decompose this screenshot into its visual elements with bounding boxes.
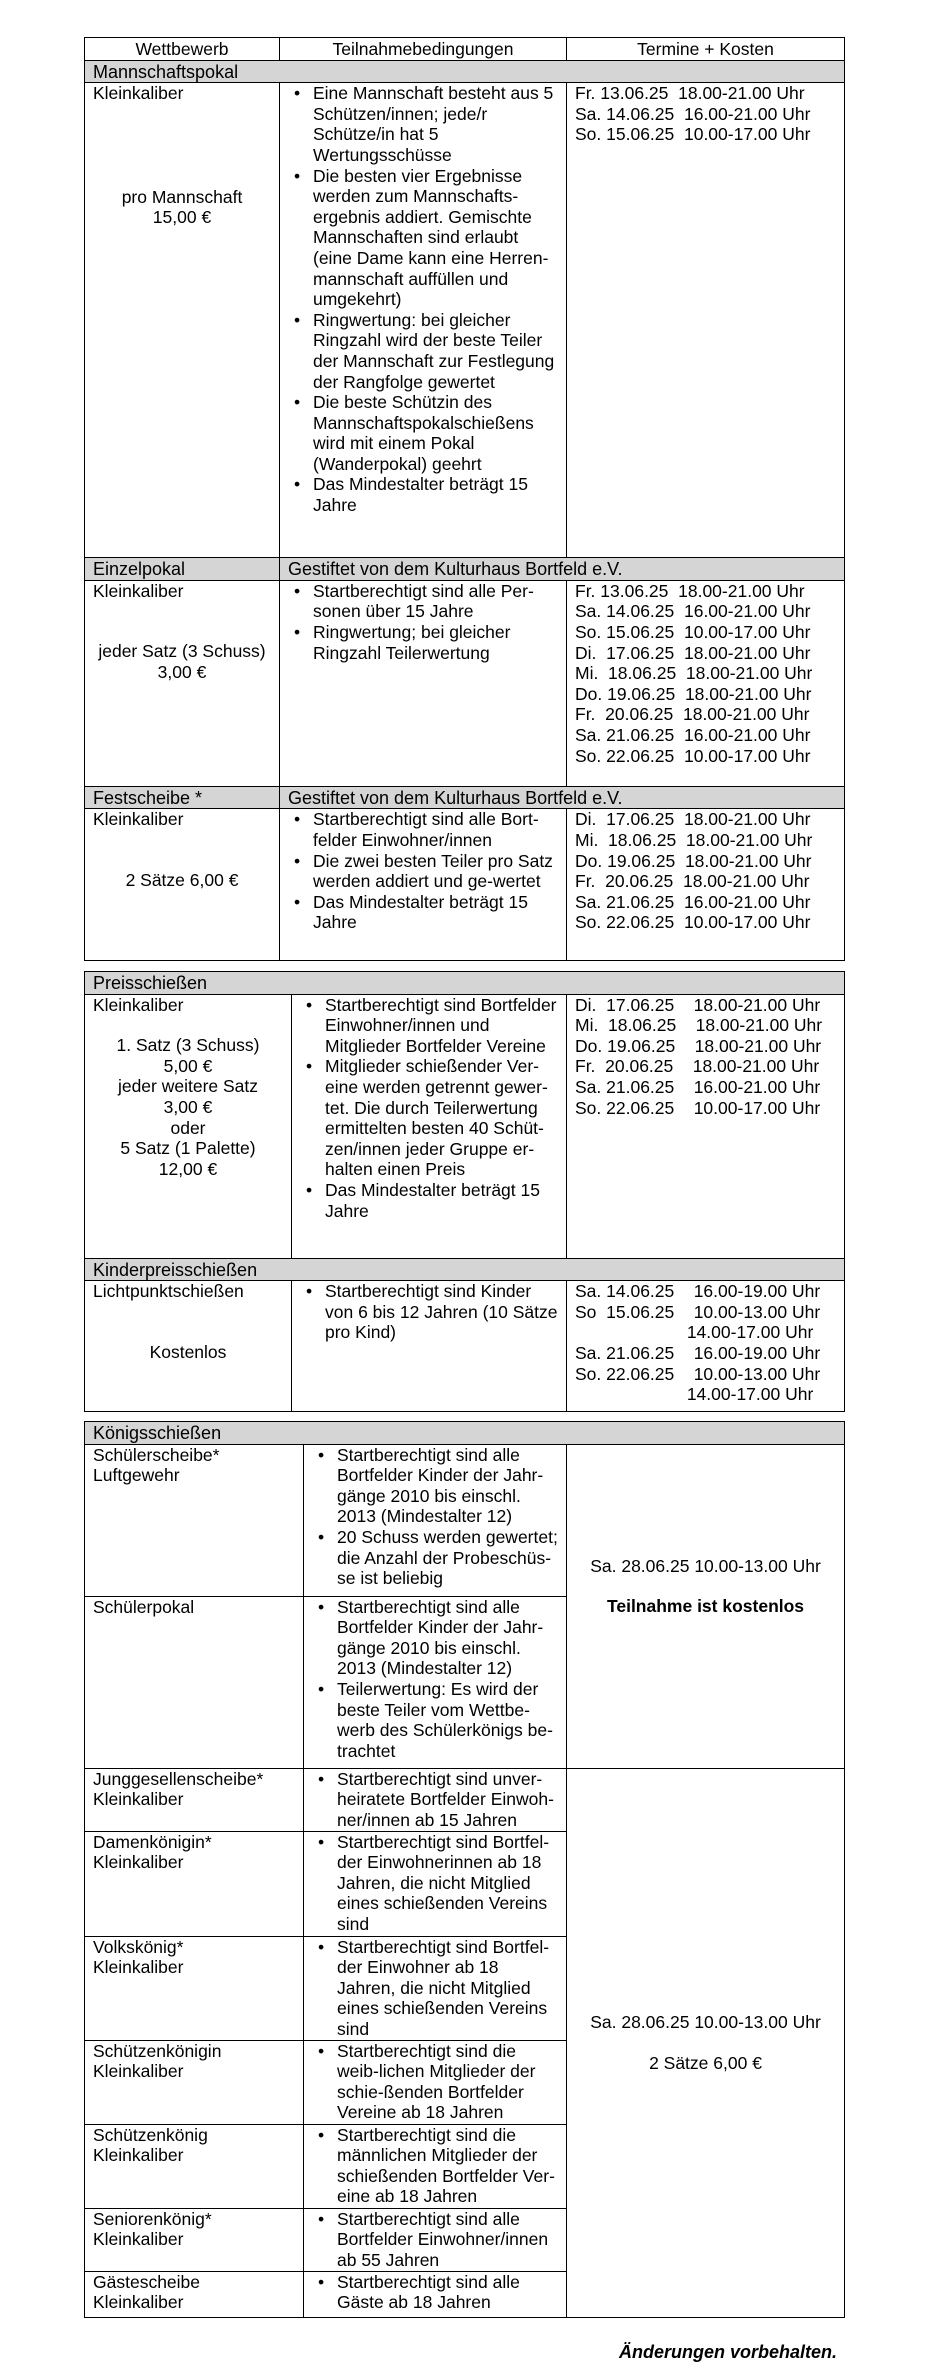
competition-name: Schülerscheibe*	[93, 1444, 220, 1465]
conditions-cell	[304, 1936, 567, 2040]
conditions-cell	[304, 1596, 567, 1768]
date-line: So. 15.06.25 10.00-17.00 Uhr	[575, 124, 811, 145]
section-title: Kinderpreisschießen	[85, 1258, 845, 1281]
competition-name: Junggesellenscheibe*	[93, 1768, 264, 1789]
price-value: Kostenlos	[149, 1341, 227, 1362]
competition-cell	[85, 2124, 304, 2208]
conditions-cell	[304, 1768, 567, 1831]
condition-item: • Startberechtigt sind alle Gäste ab 18 Jahren	[337, 2272, 558, 2313]
dates-cell	[567, 83, 845, 558]
conditions-list	[312, 1769, 558, 1831]
section-kinder	[85, 1258, 845, 1281]
competition-cell	[85, 580, 280, 786]
footer-note: Änderungen vorbehalten.	[618, 2342, 837, 2362]
condition-item: • Das Mindestalter beträgt 15 Jahre	[325, 1180, 558, 1221]
competition-cell	[85, 1936, 304, 2040]
date-line: Fr. 20.06.25 18.00-21.00 Uhr	[575, 871, 810, 892]
header-conditions: Teilnahmebedingungen	[280, 38, 567, 61]
competition-name: Kleinkaliber	[93, 83, 184, 104]
competition-table-3	[84, 1421, 845, 2318]
conditions-cell	[280, 809, 567, 961]
competition-cell	[85, 1596, 304, 1768]
competition-name: Schützenkönigin	[93, 2040, 222, 2061]
date-line: Do. 19.06.25 18.00-21.00 Uhr	[575, 1035, 822, 1056]
section-sponsor: Gestiftet von dem Kulturhaus Bortfeld e.V.	[280, 558, 845, 581]
competition-name: Kleinkaliber	[93, 809, 184, 830]
competition-name: Kleinkaliber	[93, 580, 184, 601]
conditions-cell	[304, 1444, 567, 1596]
price-line: jeder Satz (3 Schuss)	[98, 641, 266, 662]
conditions-list	[288, 83, 558, 515]
competition-weapon: Kleinkaliber	[93, 1789, 184, 1810]
competition-name: Lichtpunktschießen	[93, 1281, 244, 1302]
row-junggesellen	[85, 1768, 845, 1831]
condition-item: • Startberechtigt sind alle Bortfelder Kinder der Jahr-gänge 2010 bis einschl. 2013 (Mindestalter 12)	[337, 1445, 558, 1527]
condition-item: • Teilerwertung: Es wird der beste Teiler vom Wettbe-werb des Schülerkönigs be-trachtet	[337, 1679, 558, 1761]
date-line: Do. 19.06.25 18.00-21.00 Uhr	[575, 850, 812, 871]
price-line: jeder weitere Satz	[117, 1076, 259, 1097]
competition-cell	[85, 809, 280, 961]
conditions-list	[312, 1445, 558, 1589]
price-line: 5 Satz (1 Palette)	[120, 1138, 256, 1159]
dates-cell	[567, 1281, 845, 1412]
competition-weapon: Kleinkaliber	[93, 1852, 184, 1873]
conditions-list	[312, 2209, 558, 2271]
price-value: 2 Sätze 6,00 €	[125, 869, 239, 890]
date-line: Sa. 21.06.25 16.00-19.00 Uhr	[575, 1342, 821, 1363]
competition-cell	[85, 2040, 304, 2124]
conditions-list	[312, 2041, 558, 2123]
date-line: Mi. 18.06.25 18.00-21.00 Uhr	[575, 829, 813, 850]
competition-table-1	[84, 37, 845, 961]
conditions-cell	[280, 83, 567, 558]
dates-cell	[567, 994, 845, 1258]
competition-weapon: Luftgewehr	[93, 1465, 180, 1486]
date-line: Di. 17.06.25 18.00-21.00 Uhr	[575, 809, 811, 830]
date-line: Sa. 14.06.25 16.00-21.00 Uhr	[575, 103, 811, 124]
competition-cell	[85, 1768, 304, 1831]
section-title: Mannschaftspokal	[85, 60, 845, 83]
price-value: 15,00 €	[152, 207, 212, 228]
condition-item: • Startberechtigt sind unver-heiratete Bortfelder Einwoh-ner/innen ab 15 Jahren	[337, 1769, 558, 1831]
condition-item: • Startberechtigt sind alle Bortfelder Kinder der Jahr-gänge 2010 bis einschl. 2013 (Mindestalter 12)	[337, 1597, 558, 1679]
conditions-list	[300, 1281, 558, 1343]
section-sponsor: Gestiftet von dem Kulturhaus Bortfeld e.V.	[280, 786, 845, 809]
conditions-cell	[304, 2208, 567, 2271]
date-line: So. 22.06.25 10.00-17.00 Uhr	[575, 1097, 821, 1118]
competition-cell	[85, 2271, 304, 2317]
conditions-list	[300, 995, 558, 1222]
condition-item: • Startberechtigt sind alle Bort-felder Einwohner/innen	[313, 809, 558, 850]
competition-name: Volkskönig*	[93, 1936, 184, 1957]
condition-item: • Die beste Schützin des Mannschaftspokalschießens wird mit einem Pokal (Wanderpokal) geehrt	[313, 392, 558, 474]
header-dates: Termine + Kosten	[567, 38, 845, 61]
conditions-cell	[304, 1831, 567, 1936]
conditions-list	[312, 1937, 558, 2040]
section-festscheibe	[85, 786, 845, 809]
condition-item: • Eine Mannschaft besteht aus 5 Schützen/innen; jede/r Schütze/in hat 5 Wertungsschüsse	[313, 83, 558, 165]
section-preisschiessen	[85, 972, 845, 995]
competition-name: Seniorenkönig*	[93, 2208, 212, 2229]
competition-name: Gästescheibe	[93, 2271, 201, 2292]
conditions-cell	[280, 580, 567, 786]
date-line: Fr. 13.06.25 18.00-21.00 Uhr	[575, 83, 805, 104]
date-line: So 15.06.25 10.00-13.00 Uhr	[575, 1301, 821, 1322]
date-line: Sa. 28.06.25 10.00-13.00 Uhr	[590, 1555, 821, 1576]
date-line: Sa. 21.06.25 16.00-21.00 Uhr	[575, 1076, 821, 1097]
header-row	[85, 38, 845, 61]
date-line: Di. 17.06.25 18.00-21.00 Uhr	[575, 642, 811, 663]
conditions-cell	[304, 2040, 567, 2124]
competition-weapon: Kleinkaliber	[93, 2229, 184, 2250]
conditions-cell	[304, 2271, 567, 2317]
condition-item: • Startberechtigt sind alle Bortfelder Einwohner/innen ab 55 Jahren	[337, 2209, 558, 2271]
condition-item: • 20 Schuss werden gewertet; die Anzahl der Probeschüs-se ist beliebig	[337, 1527, 558, 1589]
date-line: Di. 17.06.25 18.00-21.00 Uhr	[575, 994, 821, 1015]
free-note: Teilnahme ist kostenlos	[606, 1596, 805, 1617]
condition-item: • Das Mindestalter beträgt 15 Jahre	[313, 474, 558, 515]
section-title: Festscheibe *	[85, 786, 280, 809]
conditions-list	[312, 1597, 558, 1762]
section-title: Preisschießen	[85, 972, 845, 995]
conditions-list	[312, 2272, 558, 2313]
condition-item: • Die zwei besten Teiler pro Satz werden addiert und ge-wertet	[313, 851, 558, 892]
date-line: So. 15.06.25 10.00-17.00 Uhr	[575, 621, 811, 642]
dates-cell	[567, 1444, 845, 1768]
price-value: 12,00 €	[158, 1158, 218, 1179]
condition-item: • Startberechtigt sind Bortfel-der Einwohner ab 18 Jahren, die nicht Mitglied eines schießenden Vereins sind	[337, 1937, 558, 2040]
row-festscheibe	[85, 809, 845, 961]
conditions-list	[288, 581, 558, 663]
competition-cell	[85, 1281, 292, 1412]
conditions-cell	[292, 994, 567, 1258]
competition-weapon: Kleinkaliber	[93, 1957, 184, 1978]
competition-weapon: Kleinkaliber	[93, 2292, 184, 2313]
date-line: So. 22.06.25 10.00-17.00 Uhr	[575, 912, 811, 933]
competition-name: Schülerpokal	[93, 1596, 195, 1617]
condition-item: • Startberechtigt sind die weib-lichen Mitglieder der schie-ßenden Bortfelder Vereine ab 18 Jahren	[337, 2041, 558, 2123]
row-einzelpokal	[85, 580, 845, 786]
condition-item: • Startberechtigt sind alle Per-sonen über 15 Jahre	[313, 581, 558, 622]
competition-cell	[85, 1831, 304, 1936]
row-schuelerscheibe	[85, 1444, 845, 1596]
competition-name: Kleinkaliber	[93, 994, 184, 1015]
date-line: So. 22.06.25 10.00-13.00 Uhr	[575, 1363, 821, 1384]
condition-item: • Startberechtigt sind Kinder von 6 bis 12 Jahren (10 Sätze pro Kind)	[325, 1281, 558, 1343]
price-value: 2 Sätze 6,00 €	[649, 2052, 762, 2073]
competition-cell	[85, 994, 292, 1258]
price-value: 3,00 €	[157, 661, 207, 682]
price-line: 1. Satz (3 Schuss)	[116, 1035, 260, 1056]
header-competition: Wettbewerb	[85, 38, 280, 61]
dates-cell	[567, 809, 845, 961]
condition-item: • Startberechtigt sind Bortfelder Einwohner/innen und Mitglieder Bortfelder Vereine	[325, 995, 558, 1057]
date-line: Sa. 21.06.25 16.00-21.00 Uhr	[575, 724, 811, 745]
price-line: pro Mannschaft	[121, 186, 243, 207]
competition-cell	[85, 2208, 304, 2271]
date-line: Sa. 28.06.25 10.00-13.00 Uhr	[590, 2011, 821, 2032]
competition-cell	[85, 83, 280, 558]
condition-item: • Die besten vier Ergebnisse werden zum Mannschafts-ergebnis addiert. Gemischte Mannschaften sind erlaubt (eine Dame kann eine Herren-mannschaft auffüllen und umgekehrt)	[313, 166, 558, 310]
date-line: Fr. 20.06.25 18.00-21.00 Uhr	[575, 704, 810, 725]
conditions-list	[312, 2125, 558, 2207]
date-line: Fr. 13.06.25 18.00-21.00 Uhr	[575, 580, 805, 601]
conditions-cell	[292, 1281, 567, 1412]
dates-cell	[567, 580, 845, 786]
date-line: Sa. 14.06.25 16.00-19.00 Uhr	[575, 1281, 821, 1302]
date-line: Sa. 21.06.25 16.00-21.00 Uhr	[575, 891, 811, 912]
price-value: 3,00 €	[163, 1096, 213, 1117]
conditions-list	[288, 809, 558, 933]
section-mannschaftspokal	[85, 60, 845, 83]
conditions-list	[312, 1832, 558, 1935]
date-line: So. 22.06.25 10.00-17.00 Uhr	[575, 745, 811, 766]
section-title: Königsschießen	[85, 1422, 845, 1445]
row-mannschaftspokal	[85, 83, 845, 558]
competition-cell	[85, 1444, 304, 1596]
section-title: Einzelpokal	[85, 558, 280, 581]
date-line: 14.00-17.00 Uhr	[575, 1322, 814, 1343]
condition-item: • Ringwertung; bei gleicher Ringzahl Teilerwertung	[313, 622, 558, 663]
dates-cell	[567, 1768, 845, 2317]
condition-item: • Startberechtigt sind die männlichen Mitglieder der schießenden Bortfelder Ver-eine ab 18 Jahren	[337, 2125, 558, 2207]
competition-weapon: Kleinkaliber	[93, 2145, 184, 2166]
date-line: Sa. 14.06.25 16.00-21.00 Uhr	[575, 601, 811, 622]
date-line: Do. 19.06.25 18.00-21.00 Uhr	[575, 683, 812, 704]
condition-item: • Ringwertung: bei gleicher Ringzahl wird der beste Teiler der Mannschaft zur Festlegung der Rangfolge gewertet	[313, 310, 558, 392]
conditions-cell	[304, 2124, 567, 2208]
date-line: Fr. 20.06.25 18.00-21.00 Uhr	[575, 1056, 820, 1077]
price-value: 5,00 €	[163, 1055, 213, 1076]
competition-name: Damenkönigin*	[93, 1831, 212, 1852]
price-line: oder	[170, 1117, 206, 1138]
condition-item: • Das Mindestalter beträgt 15 Jahre	[313, 892, 558, 933]
date-line: 14.00-17.00 Uhr	[575, 1384, 814, 1405]
date-line: Mi. 18.06.25 18.00-21.00 Uhr	[575, 1015, 823, 1036]
competition-name: Schützenkönig	[93, 2124, 208, 2145]
condition-item: • Mitglieder schießender Ver-eine werden getrennt gewer-tet. Die durch Teilerwertung ermittelten besten 40 Schüt-zen/innen jeder Gruppe er-halten einen Preis	[325, 1056, 558, 1180]
row-preisschiessen	[85, 994, 845, 1258]
row-kinder	[85, 1281, 845, 1412]
section-koenig	[85, 1422, 845, 1445]
competition-weapon: Kleinkaliber	[93, 2061, 184, 2082]
condition-item: • Startberechtigt sind Bortfel-der Einwohnerinnen ab 18 Jahren, die nicht Mitglied eines schießenden Vereins sind	[337, 1832, 558, 1935]
section-einzelpokal	[85, 558, 845, 581]
date-line: Mi. 18.06.25 18.00-21.00 Uhr	[575, 663, 813, 684]
competition-table-2	[84, 971, 845, 1412]
